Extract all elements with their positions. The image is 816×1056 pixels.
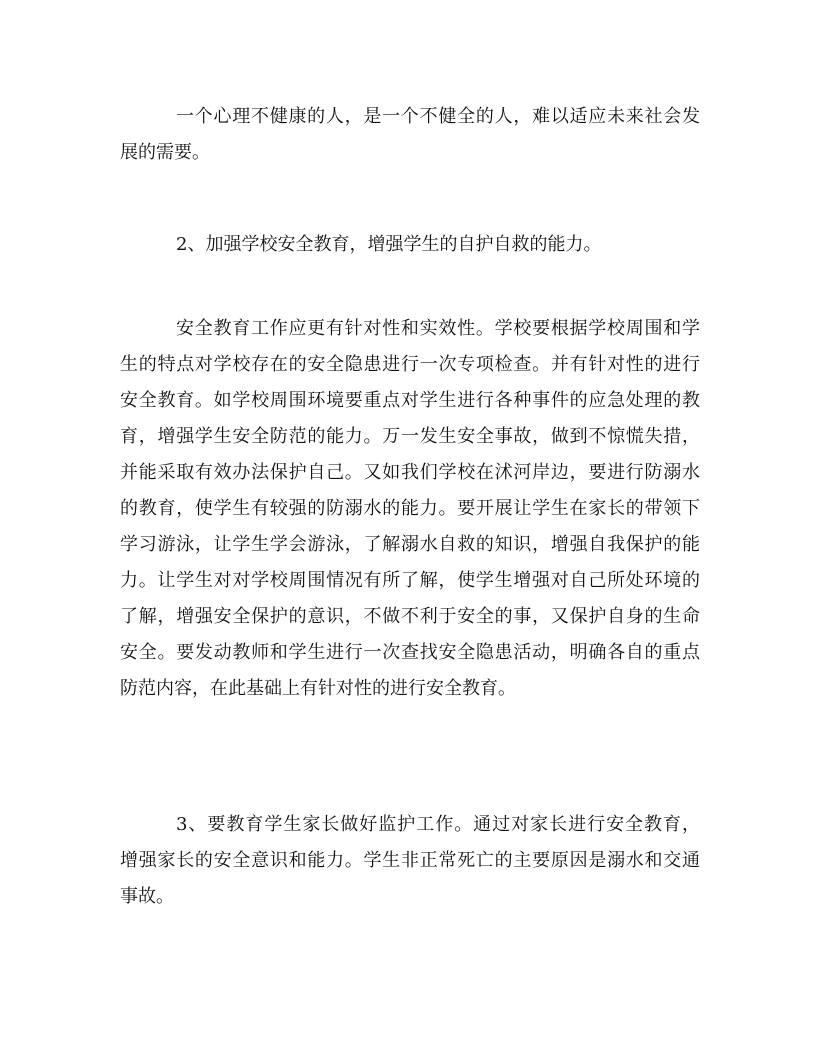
paragraph-line: 了解，增强安全保护的意识，不做不利于安全的事，又保护自身的生命 xyxy=(120,606,700,627)
paragraph-line: 安全。要发动教师和学生进行一次查找安全隐患活动，明确各自的重点 xyxy=(120,642,700,663)
paragraph-line: 增强家长的安全意识和能力。学生非正常死亡的主要原因是溺水和交通 xyxy=(120,850,700,871)
paragraph-line: 安全教育工作应更有针对性和实效性。学校要根据学校周围和学 xyxy=(176,318,700,339)
paragraph-safety-education xyxy=(120,311,700,707)
paragraph-line: 展的需要。 xyxy=(120,142,210,163)
paragraph-line: 防范内容，在此基础上有针对性的进行安全教育。 xyxy=(120,678,516,699)
paragraph-mental-health xyxy=(120,99,700,171)
paragraph-line: 事故。 xyxy=(120,886,174,907)
section-heading: 2、加强学校安全教育，增强学生的自护自救的能力。 xyxy=(176,234,602,255)
paragraph-line: 学习游泳，让学生学会游泳，了解溺水自救的知识，增强自我保护的能 xyxy=(120,534,700,555)
paragraph-line: 的教育，使学生有较强的防溺水的能力。要开展让学生在家长的带领下 xyxy=(120,498,700,519)
paragraph-line: 并能采取有效办法保护自己。又如我们学校在沭河岸边，要进行防溺水 xyxy=(120,462,700,483)
paragraph-line: 生的特点对学校存在的安全隐患进行一次专项检查。并有针对性的进行 xyxy=(120,354,700,375)
paragraph-parent-guardianship xyxy=(120,807,700,915)
paragraph-line: 3、要教育学生家长做好监护工作。通过对家长进行安全教育， xyxy=(176,814,700,835)
paragraph-line: 一个心理不健康的人，是一个不健全的人，难以适应未来社会发 xyxy=(176,106,700,127)
heading-safety-education xyxy=(120,227,700,263)
paragraph-line: 育，增强学生安全防范的能力。万一发生安全事故，做到不惊慌失措， xyxy=(120,426,700,447)
paragraph-line: 安全教育。如学校周围环境要重点对学生进行各种事件的应急处理的教 xyxy=(120,390,700,411)
paragraph-line: 力。让学生对对学校周围情况有所了解，使学生增强对自己所处环境的 xyxy=(120,570,700,591)
